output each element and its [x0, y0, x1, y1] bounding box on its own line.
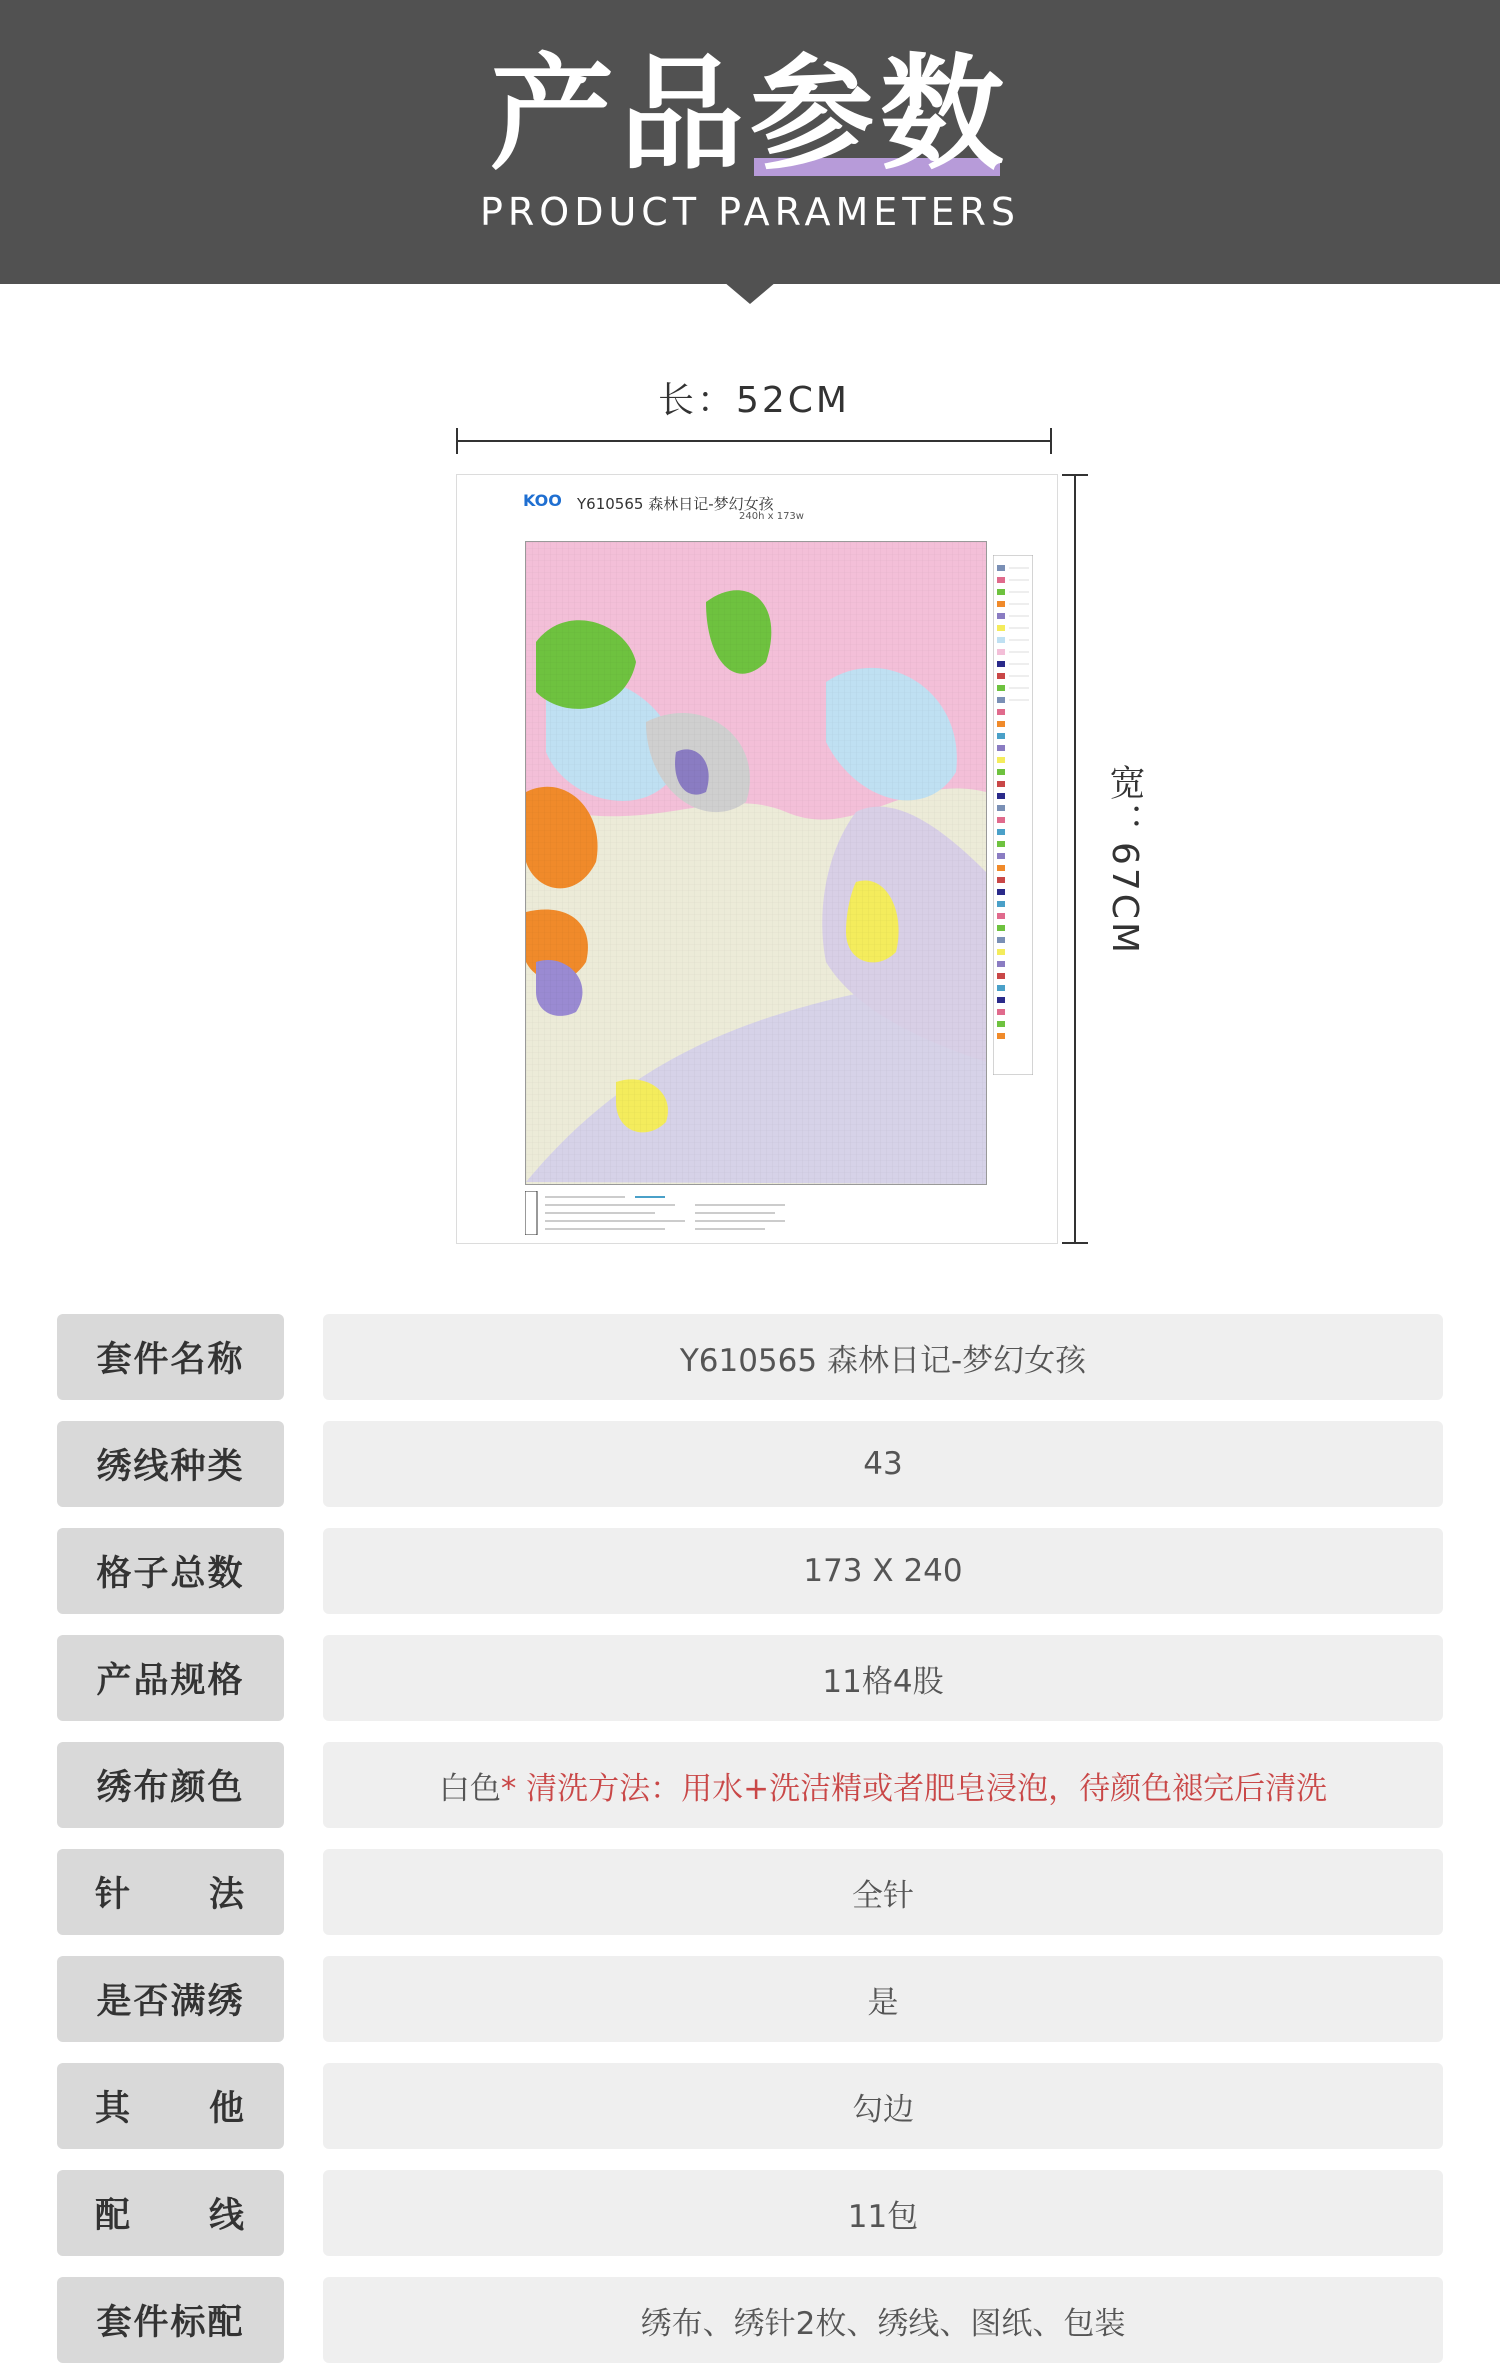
- length-dimension-line: [456, 440, 1052, 442]
- param-value: 11格4股: [323, 1635, 1443, 1721]
- param-row-kit-name: [57, 1314, 1443, 1400]
- length-dimension-cap-right: [1050, 428, 1052, 454]
- param-label: [57, 2063, 284, 2149]
- param-value: 173 X 240: [323, 1528, 1443, 1614]
- param-label-part: 法: [208, 1875, 246, 1915]
- param-row-spec: [57, 1635, 1443, 1721]
- wash-instruction-note: * 清洗方法：用水+洗洁精或者肥皂浸泡，待颜色褪完后清洗: [500, 1770, 1328, 1807]
- param-label: 绣线种类: [57, 1421, 284, 1507]
- param-label: 绣布颜色: [57, 1742, 284, 1828]
- param-value: Y610565 森林日记-梦幻女孩: [323, 1314, 1443, 1400]
- param-label-part: 线: [208, 2196, 246, 2236]
- param-label-part: 其: [95, 2089, 133, 2129]
- sheet-code-title: Y610565 森林日记-梦幻女孩: [577, 495, 774, 513]
- param-row-grid-total: [57, 1528, 1443, 1614]
- width-dimension-line: [1074, 474, 1076, 1244]
- param-value: 43: [323, 1421, 1443, 1507]
- param-label-part: 他: [208, 2089, 246, 2129]
- param-row-fabric-color: [57, 1742, 1443, 1828]
- pattern-sheet-image: [456, 474, 1058, 1244]
- sheet-notes: [525, 1191, 985, 1235]
- header-notch: [724, 282, 776, 304]
- width-dimension-cap-top: [1062, 474, 1088, 476]
- width-label: 宽：67CM: [1104, 763, 1145, 956]
- sheet-grid-size: 240h x 173w: [739, 511, 804, 522]
- param-value: 全针: [323, 1849, 1443, 1935]
- param-label: 套件名称: [57, 1314, 284, 1400]
- param-value: 是: [323, 1956, 1443, 2042]
- param-label: [57, 1849, 284, 1935]
- param-value: [323, 1742, 1443, 1828]
- param-label: 套件标配: [57, 2277, 284, 2363]
- param-row-stitch: [57, 1849, 1443, 1935]
- param-value: 绣布、绣针2枚、绣线、图纸、包装: [323, 2277, 1443, 2363]
- param-label-part: 针: [95, 1875, 133, 1915]
- brand-logo: KOO: [523, 491, 562, 510]
- param-row-kit-contents: [57, 2277, 1443, 2363]
- length-label: 长：52CM: [657, 380, 850, 421]
- param-label: 格子总数: [57, 1528, 284, 1614]
- color-legend: [993, 555, 1033, 1075]
- param-row-full-embroidery: [57, 1956, 1443, 2042]
- width-dimension-cap-bottom: [1062, 1242, 1088, 1244]
- param-row-thread-types: [57, 1421, 1443, 1507]
- param-label-part: 配: [95, 2196, 133, 2236]
- param-label: [57, 2170, 284, 2256]
- param-value-text: 白色: [438, 1770, 501, 1807]
- param-value: 勾边: [323, 2063, 1443, 2149]
- length-dimension-cap-left: [456, 428, 458, 454]
- page-subtitle: PRODUCT PARAMETERS: [479, 190, 1020, 234]
- param-label: 是否满绣: [57, 1956, 284, 2042]
- param-label: 产品规格: [57, 1635, 284, 1721]
- header-banner: [0, 0, 1500, 284]
- pattern-artwork: [525, 541, 987, 1185]
- param-value: 11包: [323, 2170, 1443, 2256]
- page-title: 产品参数: [489, 43, 1010, 187]
- param-row-threads: [57, 2170, 1443, 2256]
- param-row-other: [57, 2063, 1443, 2149]
